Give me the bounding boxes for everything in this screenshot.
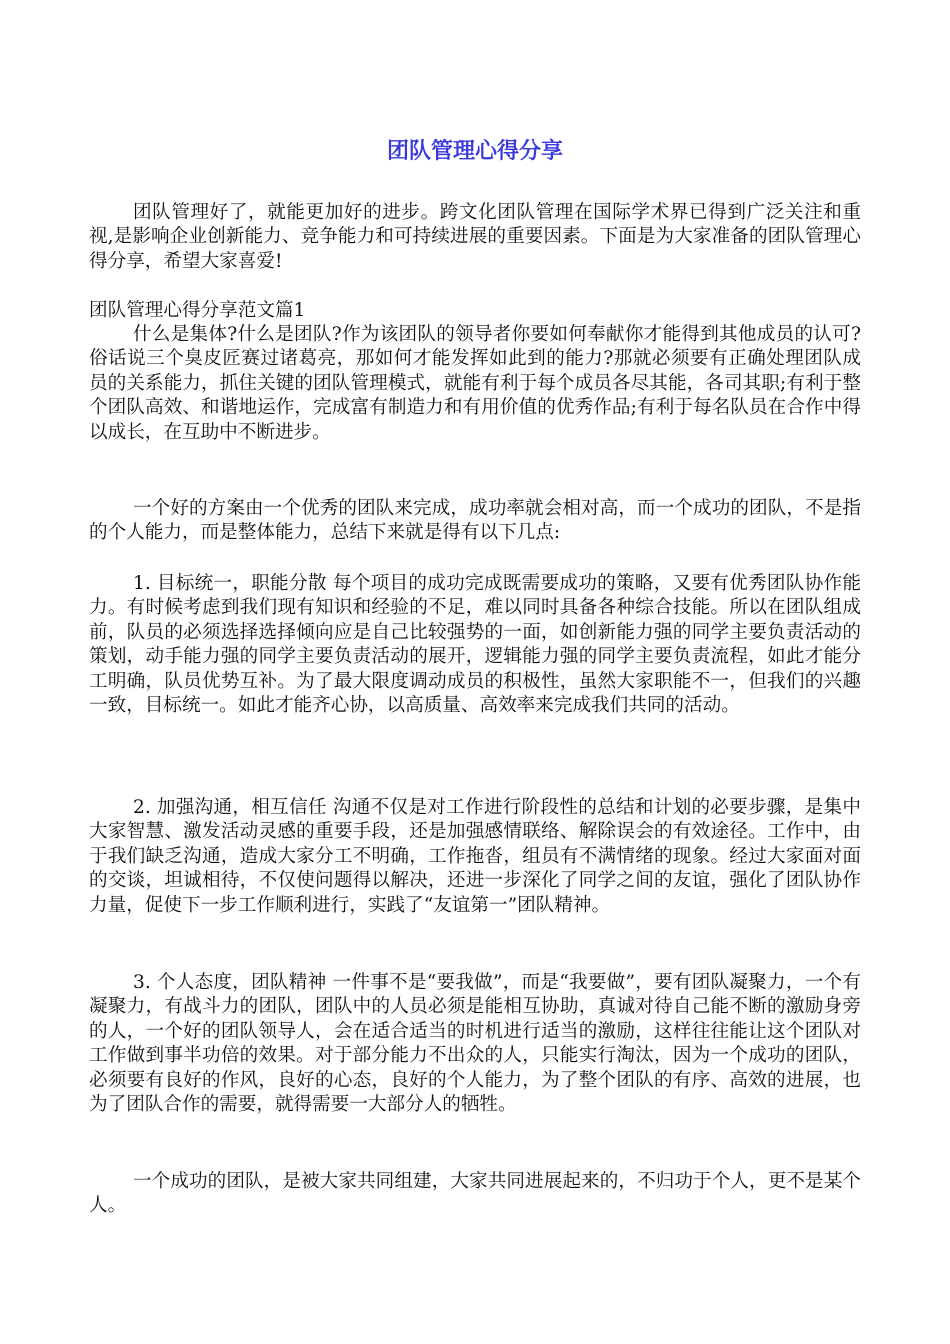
paragraph-2: 一个好的方案由一个优秀的团队来完成，成功率就会相对高，而一个成功的团队，不是指的个人能力，而是整体能力，总结下来就是得有以下几点: [89,498,861,544]
paragraph-1: 什么是集体?什么是团队?作为该团队的领导者你要如何奉献你才能得到其他成员的认可?俗话说三个臭皮匠赛过诸葛亮，那如何才能发挥如此到的能力?那就必须要有正确处理团队成员的关系能力，抓住关键的团队管理模式，就能有利于每个成员各尽其能，各司其职;有利于整个团队高效、和谐地运作，完成富有制造力和有用价值的优秀作品;有利于每名队员在合作中得以成长，在互助中不断进步。 [89,324,861,443]
paragraph-6: 一个成功的团队，是被大家共同组建，大家共同进展起来的，不归功于个人，更不是某个人。 [89,1171,861,1217]
intro-paragraph: 团队管理好了，就能更加好的进步。跨文化团队管理在国际学术界已得到广泛关注和重视,是影响企业创新能力、竞争能力和可持续进展的重要因素。下面是为大家准备的团队管理心得分享，希望大家喜爱! [89,202,861,272]
paragraph-4: 2. 加强沟通，相互信任 沟通不仅是对工作进行阶段性的总结和计划的必要步骤，是集中大家智慧、激发活动灵感的重要手段，还是加强感情联络、解除误会的有效途径。工作中，由于我们缺乏沟通，造成大家分工不明确，工作拖沓，组员有不满情绪的现象。经过大家面对面的交谈，坦诚相待，不仅使问题得以解决，还进一步深化了同学之间的友谊，强化了团队协作力量，促使下一步工作顺利进行，实践了“友谊第一”团队精神。 [89,797,861,916]
paragraph-3: 1. 目标统一，职能分散 每个项目的成功完成既需要成功的策略，又要有优秀团队协作能力。有时候考虑到我们现有知识和经验的不足，难以同时具备各种综合技能。所以在团队组成前，队员的必须选择选择倾向应是自己比较强势的一面，如创新能力强的同学主要负责活动的策划，动手能力强的同学主要负责活动的展开，逻辑能力强的同学主要负责流程，如此才能分工明确，队员优势互补。为了最大限度调动成员的积极性，虽然大家职能不一，但我们的兴趣一致，目标统一。如此才能齐心协，以高质量、高效率来完成我们共同的活动。 [89,573,861,717]
section-heading: 团队管理心得分享范文篇1 [89,300,306,321]
document-title: 团队管理心得分享 [386,139,563,164]
paragraph-5: 3. 个人态度，团队精神 一件事不是“要我做”，而是“我要做”，要有团队凝聚力，一个有凝聚力，有战斗力的团队，团队中的人员必须是能相互协助，真诚对待自己能不断的激励身旁的人，一个好的团队领导人，会在适合适当的时机进行适当的激励，这样往往能让这个团队对工作做到事半功倍的效果。对于部分能力不出众的人，只能实行淘汰，因为一个成功的团队，必须要有良好的作风，良好的心态，良好的个人能力，为了整个团队的有序、高效的进展，也为了团队合作的需要，就得需要一大部分人的牺牲。 [89,972,861,1116]
